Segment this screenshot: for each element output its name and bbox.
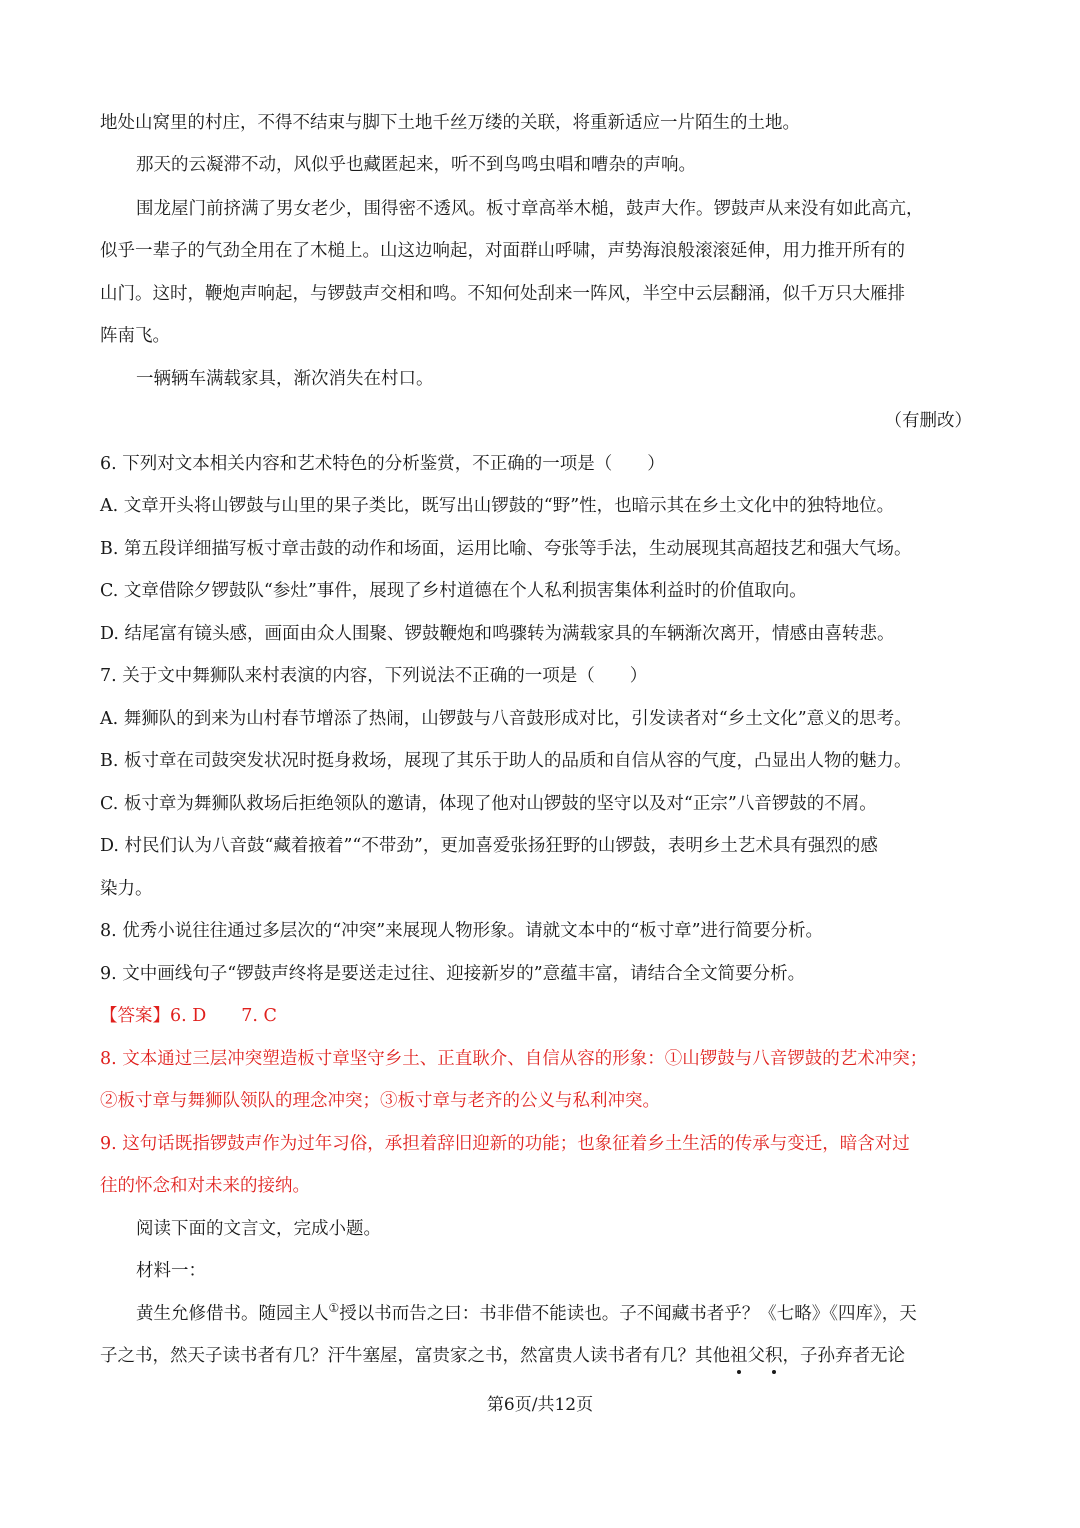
question-9: 9. 文中画线句子“锣鼓声终将是要送走过往、迎接新岁的”意蕴丰富，请结合全文简要分析。	[100, 964, 806, 984]
question-6-option-d: D. 结尾富有镜头感，画面由众人围聚、锣鼓鞭炮和鸣骤转为满载家具的车辆渐次离开，情感由喜转悲。	[100, 624, 895, 644]
passage-paragraph: 围龙屋门前挤满了男女老少，围得密不透风。板寸章高举木槌，鼓声大作。锣鼓声从来没有如此高亢，	[136, 199, 924, 219]
answer-label: 【答案】	[100, 1006, 170, 1026]
classical-text-segment: 子之书，然天子读书者有几？汗牛塞屋，富贵家之书，然富贵人读书者有几？其他	[100, 1346, 730, 1366]
question-7-option-b: B. 板寸章在司鼓突发状况时挺身救场，展现了其乐于助人的品质和自信从容的气度，凸显出人物的魅力。	[100, 751, 912, 771]
question-6-option-c: C. 文章借除夕锣鼓队“参灶”事件，展现了乡村道德在个人私利损害集体利益时的价值取向。	[100, 581, 807, 601]
question-7-option-d: D. 村民们认为八音鼓“藏着掖着”“不带劲”，更加喜爱张扬狂野的山锣鼓，表明乡土艺术具有强烈的感	[100, 836, 878, 856]
answer-6-7: 6. D 7. C	[170, 1006, 277, 1026]
question-6-option-b: B. 第五段详细描写板寸章击鼓的动作和场面，运用比喻、夸张等手法，生动展现其高超技艺和强大气场。	[100, 539, 912, 559]
classical-text-line	[136, 1301, 985, 1327]
passage-paragraph: 一辆辆车满载家具，渐次消失在村口。	[136, 369, 434, 389]
passage-paragraph-line: 阵南飞。	[100, 326, 170, 346]
answer-9-cont: 往的怀念和对未来的接纳。	[100, 1176, 310, 1196]
question-7-stem: 7. 关于文中舞狮队来村表演的内容，下列说法不正确的一项是（ ）	[100, 666, 648, 686]
question-7-option-d-cont: 染力。	[100, 879, 153, 899]
answer-8-cont: ②板寸章与舞狮队领队的理念冲突；③板寸章与老齐的公义与私利冲突。	[100, 1091, 660, 1111]
passage-paragraph-line: 似乎一辈子的气劲全用在了木槌上。山这边响起，对面群山呼啸，声势海浪般滚滚延伸，用力推开所有的	[100, 241, 905, 261]
classical-text-segment: 授以书而告之曰：书非借不能读也。子不闻藏书者乎？《七略》《四库》，天	[339, 1304, 917, 1324]
passage-paragraph: 那天的云凝滞不动，风似乎也藏匿起来，听不到鸟鸣虫唱和嘈杂的声响。	[136, 155, 696, 175]
footnote-marker: ①	[328, 1301, 340, 1316]
question-7-option-c: C. 板寸章为舞狮队救场后拒绝领队的邀请，体现了他对山锣鼓的坚守以及对“正宗”八音锣鼓的不屑。	[100, 794, 877, 814]
answer-header	[100, 1003, 985, 1029]
question-6-option-a: A. 文章开头将山锣鼓与山里的果子类比，既写出山锣鼓的“野”性，也暗示其在乡土文化中的独特地位。	[100, 496, 895, 516]
material-label: 材料一：	[136, 1261, 206, 1281]
classical-text-segment: 父	[747, 1346, 765, 1366]
question-8: 8. 优秀小说往往通过多层次的“冲突”来展现人物形象。请就文本中的“板寸章”进行简要分析。	[100, 921, 824, 941]
emphasis-dotted-char: 祖	[730, 1346, 748, 1366]
source-note: （有删改）	[884, 411, 972, 431]
question-7-option-a: A. 舞狮队的到来为山村春节增添了热闹，山锣鼓与八音鼓形成对比，引发读者对“乡土文化”意义的思考。	[100, 709, 912, 729]
passage-paragraph: 地处山窝里的村庄，不得不结束与脚下土地千丝万缕的关联，将重新适应一片陌生的土地。	[100, 113, 800, 133]
page-number: 第6页/共12页	[486, 1395, 594, 1415]
emphasis-dotted-char: 积	[765, 1346, 783, 1366]
classical-intro: 阅读下面的文言文，完成小题。	[136, 1219, 381, 1239]
answer-9: 9. 这句话既指锣鼓声作为过年习俗，承担着辞旧迎新的功能；也象征着乡土生活的传承与变迁，暗含对过	[100, 1134, 910, 1154]
question-6-stem: 6. 下列对文本相关内容和艺术特色的分析鉴赏，不正确的一项是（ ）	[100, 454, 665, 474]
passage-paragraph-line: 山门。这时，鞭炮声响起，与锣鼓声交相和鸣。不知何处刮来一阵风，半空中云层翻涌，似千万只大雁排	[100, 284, 905, 304]
classical-text-segment: 黄生允修借书。随园主人	[136, 1304, 329, 1324]
answer-8: 8. 文本通过三层冲突塑造板寸章坚守乡土、正直耿介、自信从容的形象：①山锣鼓与八音锣鼓的艺术冲突；	[100, 1049, 928, 1069]
classical-text-line	[100, 1343, 985, 1369]
classical-text-segment: ，子孙弃者无论	[782, 1346, 905, 1366]
